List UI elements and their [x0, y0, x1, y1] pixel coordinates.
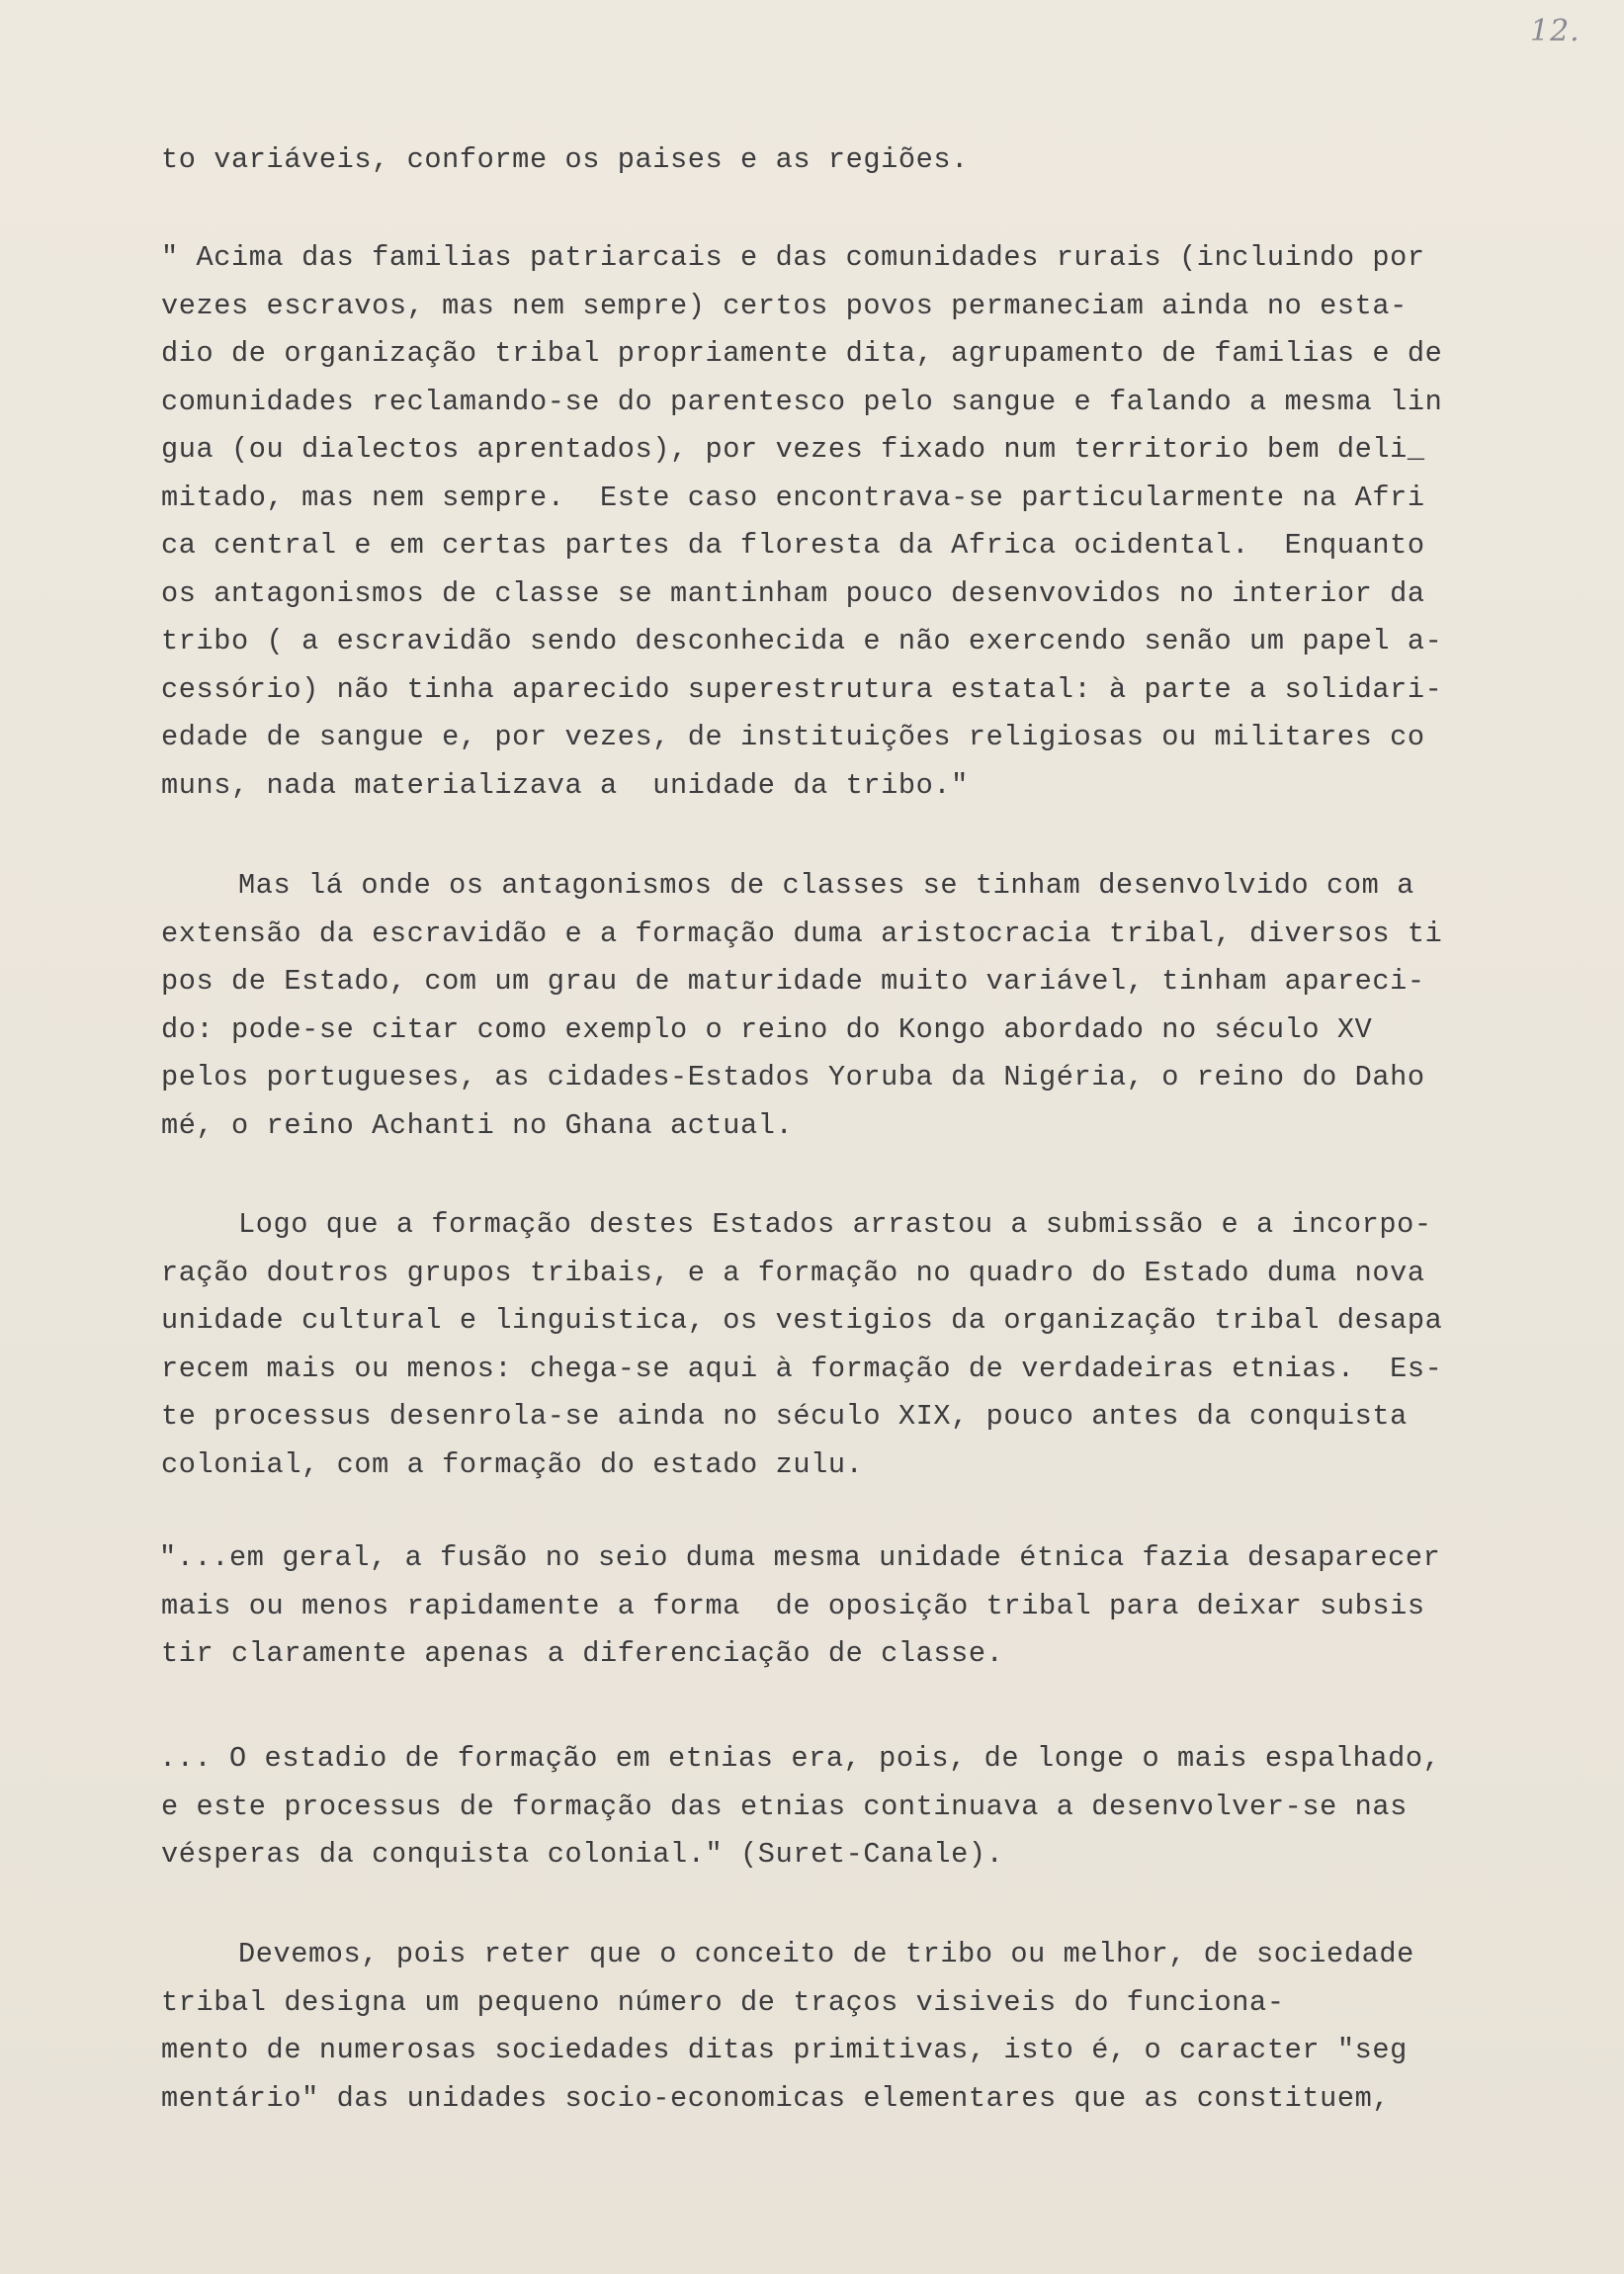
- text-line: mitado, mas nem sempre. Este caso encontrava-se particularmente na Afri: [161, 481, 1425, 514]
- text-line: pos de Estado, com um grau de maturidade muito variável, tinham apareci-: [161, 965, 1425, 998]
- text-line: Logo que a formação destes Estados arrastou a submissão e a incorpo-: [238, 1208, 1432, 1241]
- text-line: mento de numerosas sociedades ditas primitivas, isto é, o caracter "seg: [161, 2034, 1408, 2066]
- text-line: ração doutros grupos tribais, e a formação no quadro do Estado duma nova: [161, 1256, 1425, 1289]
- text-line: muns, nada materializava a unidade da tribo.": [161, 768, 969, 802]
- page-number: 12.: [1530, 14, 1581, 48]
- paragraph-quotation-tribal-organization: [161, 234, 1565, 810]
- text-line: do: pode-se citar como exemplo o reino do Kongo abordado no século XV: [161, 1012, 1373, 1046]
- paragraph-tribal-society-concept: [161, 1931, 1565, 2123]
- text-line: cessório) não tinha aparecido superestrutura estatal: à parte a solidari-: [161, 672, 1443, 706]
- text-line: Mas lá onde os antagonismos de classes se tinham desenvolvido com a: [238, 869, 1414, 902]
- text-line: gua (ou dialectos aprentados), por vezes fixado num territorio bem deli_: [161, 433, 1425, 466]
- paragraph-continuation: [161, 136, 1565, 185]
- text-line: mais ou menos rapidamente a forma de oposição tribal para deixar subsis: [161, 1589, 1425, 1622]
- text-line: te processus desenrola-se ainda no século XIX, pouco antes da conquista: [161, 1400, 1408, 1433]
- paragraph-quotation-ethnic-fusion: [161, 1534, 1565, 1679]
- text-line: mé, o reino Achanti no Ghana actual.: [161, 1108, 794, 1142]
- text-line: recem mais ou menos: chega-se aqui à formação de verdadeiras etnias. Es-: [161, 1352, 1443, 1385]
- text-line: "...em geral, a fusão no seio duma mesma unidade étnica fazia desaparecer: [159, 1541, 1441, 1574]
- text-line: tribal designa um pequeno número de traços visiveis do funciona-: [161, 1985, 1285, 2019]
- text-line: tribo ( a escravidão sendo desconhecida e não exercendo senão um papel a-: [161, 625, 1443, 657]
- text-line: tir claramente apenas a diferenciação de classe.: [161, 1637, 1004, 1670]
- paragraph-ethnic-formation: [161, 1201, 1565, 1489]
- text-line: colonial, com a formação do estado zulu.: [161, 1447, 864, 1481]
- text-line: Devemos, pois reter que o conceito de tribo ou melhor, de sociedade: [238, 1938, 1414, 1970]
- text-line: ca central e em certas partes da floresta da Africa ocidental. Enquanto: [161, 529, 1425, 562]
- text-line: ... O estadio de formação em etnias era, pois, de longe o mais espalhado,: [159, 1742, 1441, 1775]
- text-line: vezes escravos, mas nem sempre) certos povos permaneciam ainda no esta-: [161, 289, 1408, 322]
- text-line: e este processus de formação das etnias continuava a desenvolver-se nas: [161, 1790, 1408, 1823]
- paragraph-state-types: [161, 862, 1565, 1150]
- paragraph-quotation-ethnic-stage: [161, 1735, 1565, 1880]
- text-line: " Acima das familias patriarcais e das comunidades rurais (incluindo por: [161, 241, 1425, 274]
- text-line: mentário" das unidades socio-economicas elementares que as constituem,: [161, 2081, 1391, 2115]
- text-line: to variáveis, conforme os paises e as regiões.: [161, 143, 969, 176]
- text-line: unidade cultural e linguistica, os vestigios da organização tribal desapa: [161, 1304, 1443, 1337]
- text-line: extensão da escravidão e a formação duma aristocracia tribal, diversos ti: [161, 917, 1443, 950]
- text-line: os antagonismos de classe se mantinham pouco desenvovidos no interior da: [161, 576, 1425, 610]
- text-line: edade de sangue e, por vezes, de instituições religiosas ou militares co: [161, 721, 1425, 753]
- text-line: pelos portugueses, as cidades-Estados Yoruba da Nigéria, o reino do Daho: [161, 1061, 1425, 1093]
- text-line: vésperas da conquista colonial." (Suret-Canale).: [161, 1838, 1004, 1871]
- text-line: dio de organização tribal propriamente dita, agrupamento de familias e de: [161, 337, 1443, 370]
- text-line: comunidades reclamando-se do parentesco pelo sangue e falando a mesma lin: [161, 385, 1443, 418]
